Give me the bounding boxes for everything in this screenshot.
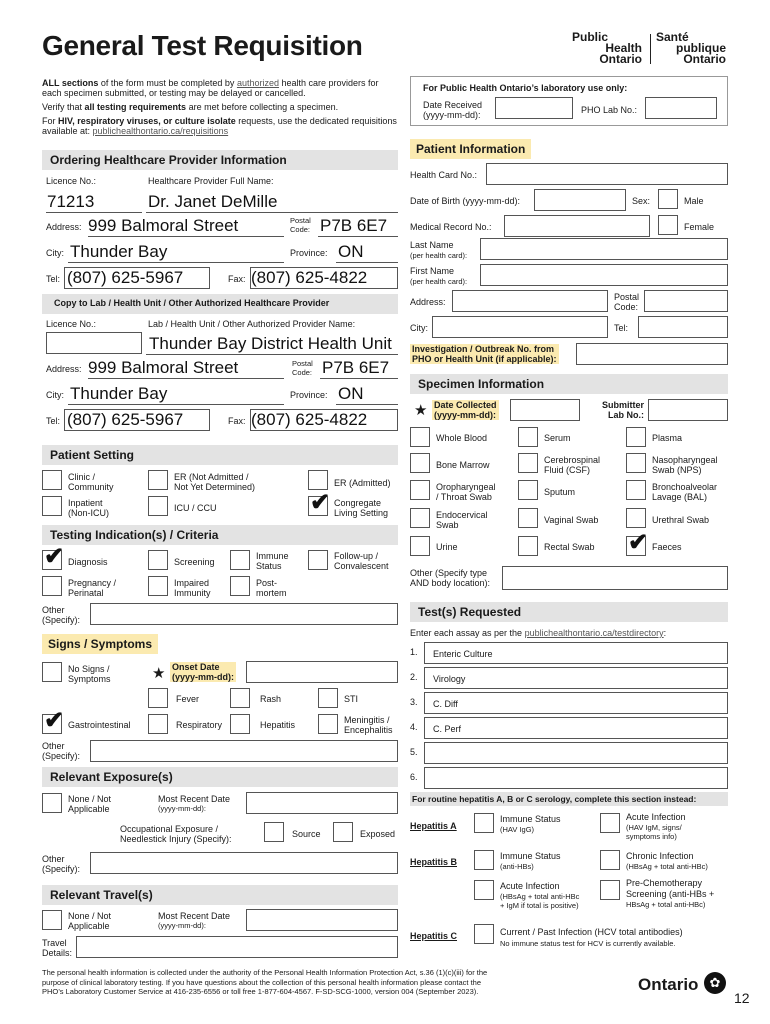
- dob-field[interactable]: [534, 189, 626, 211]
- pho-logo: Public Health Ontario Santé publique Ontario: [572, 30, 726, 66]
- no-signs-checkbox[interactable]: [42, 662, 62, 682]
- date-collected-field[interactable]: [510, 399, 580, 421]
- hepatitis-header: For routine hepatitis A, B or C serology, complete this section instead:: [410, 792, 728, 806]
- investigation-label: Investigation / Outbreak No. from PHO or Health Unit (if applicable):: [412, 344, 557, 364]
- travel-date-field[interactable]: [246, 909, 398, 931]
- test-value: Enteric Culture: [433, 649, 493, 659]
- tests-header: Test(s) Requested: [410, 602, 728, 622]
- test-field[interactable]: [424, 642, 728, 664]
- hep-a-acute-checkbox[interactable]: [600, 813, 620, 833]
- inpatient-checkbox[interactable]: [42, 496, 62, 516]
- bone-marrow-checkbox[interactable]: [410, 453, 430, 473]
- icu-checkbox[interactable]: [148, 496, 168, 516]
- rash-checkbox[interactable]: [230, 688, 250, 708]
- submitter-lab-field[interactable]: [648, 399, 728, 421]
- onset-date-field[interactable]: [246, 661, 398, 683]
- hep-b-chronic-checkbox[interactable]: [600, 850, 620, 870]
- test-number: 4.: [410, 722, 418, 732]
- intro-text: ALL sections of the form must be completed by authorized health care providers for each specimen submitted, or testing may be delayed or cancelled. Verify that all testing requirements are met before collecting a specimen. For HIV, respiratory viruses, or culture isolate requests, use the dedicated requisitions available at: publichealthontario.ca/requisitions: [42, 78, 397, 136]
- authorized-link[interactable]: authorized: [236, 78, 279, 88]
- provider-licence-value[interactable]: 71213: [47, 192, 95, 211]
- gi-checkbox[interactable]: [42, 707, 65, 734]
- test-number: 5.: [410, 747, 418, 757]
- follow-up-checkbox[interactable]: [308, 550, 328, 570]
- provider-address-value[interactable]: 999 Balmoral Street: [88, 216, 239, 235]
- immune-status-checkbox[interactable]: [230, 550, 250, 570]
- urethral-swab-checkbox[interactable]: [626, 508, 646, 528]
- travel-header: Relevant Travel(s): [42, 885, 398, 905]
- provider-section-header: Ordering Healthcare Provider Information: [42, 150, 398, 170]
- copy-province-value[interactable]: ON: [338, 384, 364, 403]
- faeces-checkbox[interactable]: [626, 529, 649, 556]
- checkmark-icon: ✔: [628, 529, 649, 556]
- signs-header: Signs / Symptoms: [42, 634, 158, 654]
- hepatitis-a-label: Hepatitis A: [410, 821, 457, 831]
- test-value: Virology: [433, 674, 466, 684]
- meningitis-checkbox[interactable]: [318, 714, 338, 734]
- pho-use-box: For Public Health Ontario’s laboratory use only: Date Received (yyyy-mm-dd): PHO Lab No.:: [410, 76, 728, 126]
- male-checkbox[interactable]: [658, 189, 678, 209]
- hep-b-immune-checkbox[interactable]: [474, 850, 494, 870]
- nps-checkbox[interactable]: [626, 453, 646, 473]
- test-field[interactable]: [424, 767, 728, 789]
- test-field[interactable]: [424, 692, 728, 714]
- ontario-logo: Ontario: [638, 975, 699, 994]
- test-number: 2.: [410, 672, 418, 682]
- mrn-field[interactable]: [504, 215, 650, 237]
- exposed-checkbox[interactable]: [333, 822, 353, 842]
- sti-checkbox[interactable]: [318, 688, 338, 708]
- hep-b-acute-checkbox[interactable]: [474, 880, 494, 900]
- copy-city-value[interactable]: Thunder Bay: [70, 384, 168, 403]
- star-icon: ★: [152, 665, 166, 682]
- checkmark-icon: ✔: [44, 543, 65, 570]
- signs-other-field[interactable]: [90, 740, 398, 762]
- test-number: 1.: [410, 647, 418, 657]
- hep-b-prechemo-checkbox[interactable]: [600, 880, 620, 900]
- checkmark-icon: ✔: [44, 707, 65, 734]
- serum-checkbox[interactable]: [518, 427, 538, 447]
- copy-name-value[interactable]: Thunder Bay District Health Unit: [149, 334, 392, 353]
- plasma-checkbox[interactable]: [626, 427, 646, 447]
- requisitions-link[interactable]: publichealthontario.ca/requisitions: [92, 126, 229, 136]
- patient-postal-field[interactable]: [644, 290, 728, 312]
- test-field[interactable]: [424, 717, 728, 739]
- onset-label: Onset Date (yyyy-mm-dd):: [172, 662, 235, 682]
- copy-fax-field[interactable]: (807) 625-4822: [250, 409, 398, 431]
- page-number: 12: [734, 990, 750, 1006]
- trillium-icon: ✿: [704, 972, 726, 994]
- patient-tel-field[interactable]: [638, 316, 728, 338]
- endocervical-checkbox[interactable]: [410, 508, 430, 528]
- copy-postal-value[interactable]: P7B 6E7: [322, 358, 390, 377]
- privacy-footer: The personal health information is collected under the authority of the Personal Health Information Protection Act, s.36 (1)(c)(iii) for the purpose of clinical laboratory testing. If you have questions about the collection of this personal health information please contact the PHO’s Laboratory Customer Service at 416-235-6556 or toll free 1-877-604-4567. F-SD-SCG-1000, version 004 (September 2023).: [42, 968, 488, 996]
- submitter-label: Submitter Lab No.:: [601, 400, 644, 420]
- respiratory-checkbox[interactable]: [148, 714, 168, 734]
- provider-tel-field[interactable]: (807) 625-5967: [64, 267, 210, 289]
- csf-checkbox[interactable]: [518, 453, 538, 473]
- hep-a-immune-checkbox[interactable]: [474, 813, 494, 833]
- test-value: C. Diff: [433, 699, 458, 709]
- impaired-immunity-checkbox[interactable]: [148, 576, 168, 596]
- pregnancy-checkbox[interactable]: [42, 576, 62, 596]
- provider-name-value[interactable]: Dr. Janet DeMille: [148, 192, 278, 211]
- date-collected-label: Date Collected (yyyy-mm-dd):: [434, 400, 497, 420]
- provider-province-value[interactable]: ON: [338, 242, 364, 261]
- hepatitis-c-label: Hepatitis C: [410, 931, 458, 941]
- congregate-checkbox[interactable]: [308, 489, 331, 516]
- tests-instructions: Enter each assay as per the publichealthontario.ca/testdirectory:: [410, 628, 667, 638]
- last-name-field[interactable]: [480, 238, 728, 260]
- indication-other-field[interactable]: [90, 603, 398, 625]
- provider-postal-value[interactable]: P7B 6E7: [320, 216, 388, 235]
- exposure-none-checkbox[interactable]: [42, 793, 62, 813]
- whole-blood-checkbox[interactable]: [410, 427, 430, 447]
- copy-to-header: Copy to Lab / Health Unit / Other Authorized Healthcare Provider: [42, 294, 398, 314]
- female-checkbox[interactable]: [658, 215, 678, 235]
- rectal-swab-checkbox[interactable]: [518, 536, 538, 556]
- sputum-checkbox[interactable]: [518, 480, 538, 500]
- post-mortem-checkbox[interactable]: [230, 576, 250, 596]
- checkmark-icon: ✔: [310, 489, 331, 516]
- exposure-date-field[interactable]: [246, 792, 398, 814]
- source-checkbox[interactable]: [264, 822, 284, 842]
- patient-address-field[interactable]: [452, 290, 608, 312]
- oropharyngeal-checkbox[interactable]: [410, 480, 430, 500]
- pho-lab-no-field[interactable]: [645, 97, 717, 119]
- urine-checkbox[interactable]: [410, 536, 430, 556]
- provider-fax-field[interactable]: (807) 625-4822: [250, 267, 398, 289]
- star-icon: ★: [414, 402, 428, 419]
- travel-none-checkbox[interactable]: [42, 910, 62, 930]
- indication-header: Testing Indication(s) / Criteria: [42, 525, 398, 545]
- specimen-header: Specimen Information: [410, 374, 728, 394]
- test-number: 3.: [410, 697, 418, 707]
- patient-header: Patient Information: [410, 139, 531, 159]
- hep-c-checkbox[interactable]: [474, 924, 494, 944]
- patient-setting-header: Patient Setting: [42, 445, 398, 465]
- hepatitis-b-label: Hepatitis B: [410, 857, 458, 867]
- copy-licence-field[interactable]: [46, 332, 142, 354]
- provider-city-value[interactable]: Thunder Bay: [70, 242, 168, 261]
- bal-checkbox[interactable]: [626, 480, 646, 500]
- exposure-header: Relevant Exposure(s): [42, 767, 398, 787]
- exposure-other-field[interactable]: [90, 852, 398, 874]
- copy-tel-field[interactable]: (807) 625-5967: [64, 409, 210, 431]
- investigation-field[interactable]: [576, 343, 728, 365]
- clinic-checkbox[interactable]: [42, 470, 62, 490]
- date-received-field[interactable]: [495, 97, 573, 119]
- test-number: 6.: [410, 772, 418, 782]
- travel-details-field[interactable]: [76, 936, 398, 958]
- patient-city-field[interactable]: [432, 316, 608, 338]
- testdirectory-link[interactable]: publichealthontario.ca/testdirectory: [524, 628, 664, 638]
- page-title: General Test Requisition: [42, 30, 363, 61]
- copy-address-value[interactable]: 999 Balmoral Street: [88, 358, 239, 377]
- er-not-admitted-checkbox[interactable]: [148, 470, 168, 490]
- specimen-other-field[interactable]: [502, 566, 728, 590]
- vaginal-swab-checkbox[interactable]: [518, 508, 538, 528]
- health-card-field[interactable]: [486, 163, 728, 185]
- fever-checkbox[interactable]: [148, 688, 168, 708]
- screening-checkbox[interactable]: [148, 550, 168, 570]
- er-admitted-checkbox[interactable]: [308, 470, 328, 490]
- diagnosis-checkbox[interactable]: [42, 543, 65, 570]
- test-field[interactable]: [424, 742, 728, 764]
- first-name-field[interactable]: [480, 264, 728, 286]
- test-field[interactable]: [424, 667, 728, 689]
- hepatitis-checkbox[interactable]: [230, 714, 250, 734]
- test-value: C. Perf: [433, 724, 462, 734]
